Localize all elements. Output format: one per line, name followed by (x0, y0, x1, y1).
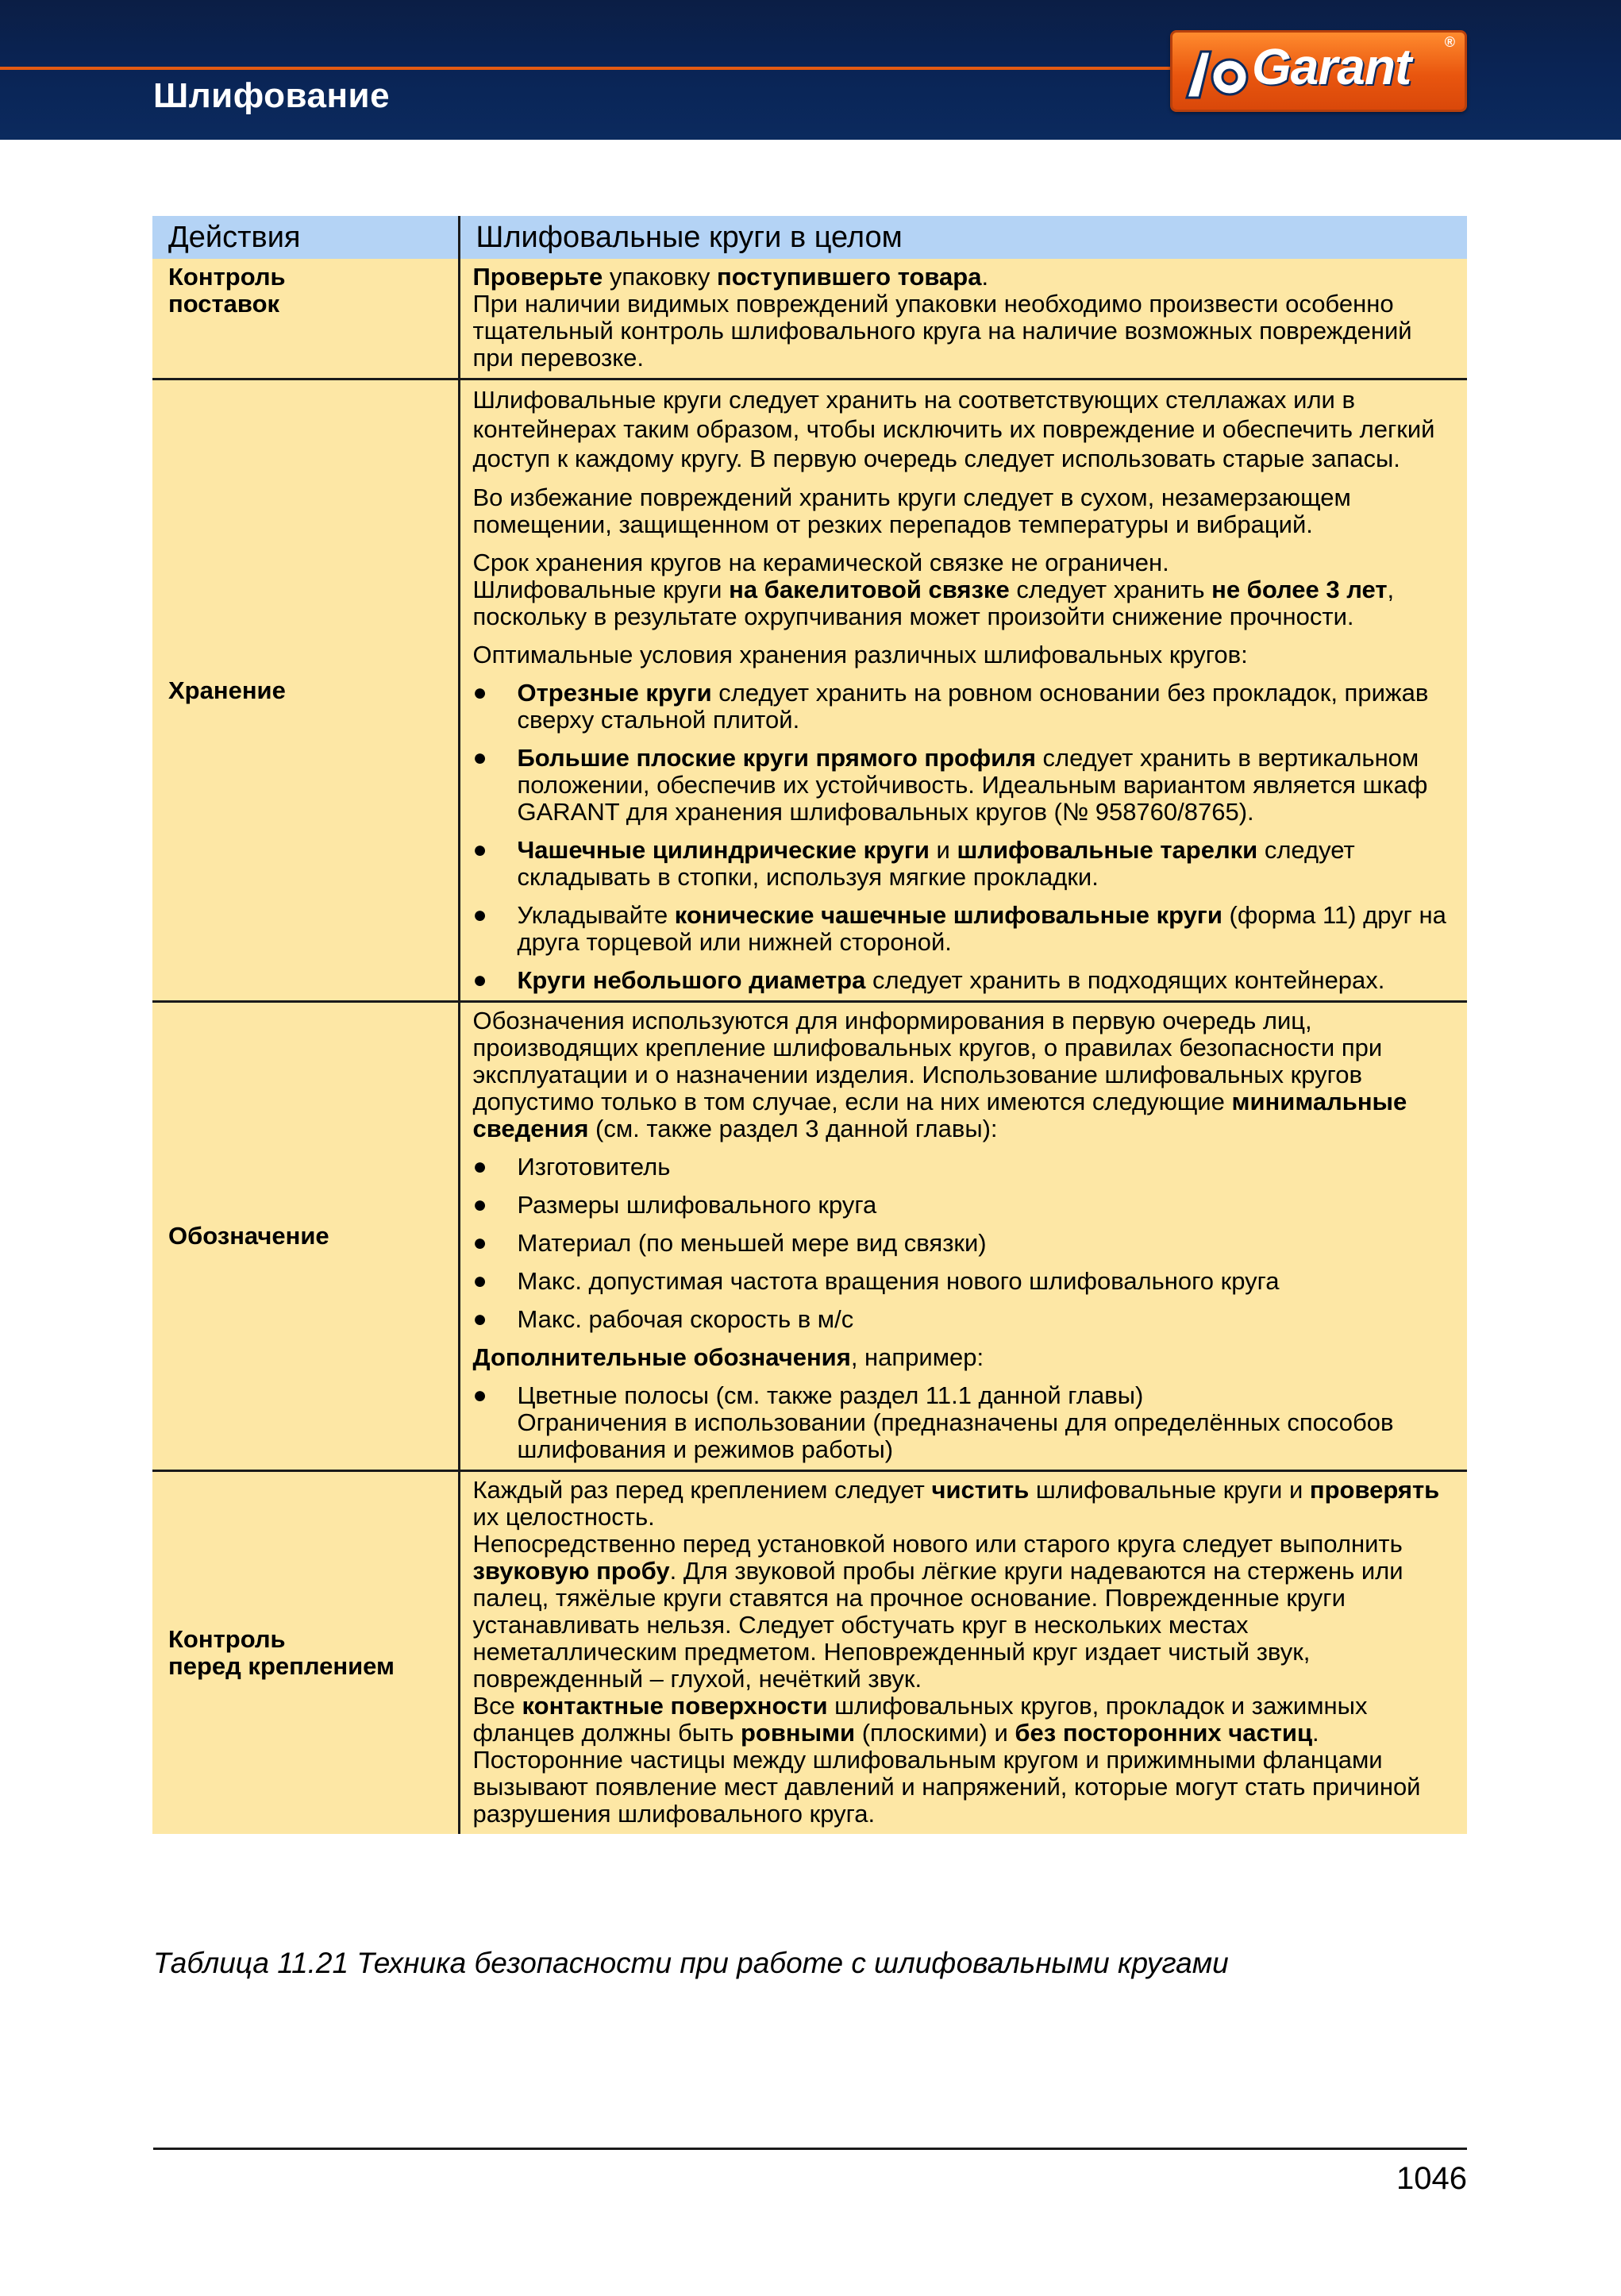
row-action-mount-check: Контроль перед креплением (152, 1471, 459, 1835)
list-item: ● Цветные полосы (см. также раздел 11.1 данной главы) Ограничения в использовании (предназначены для определённых способов шлифования и режимов работы) (472, 1381, 1394, 1463)
list-item: ● Размеры шлифовального круга (472, 1191, 877, 1219)
text-line: Проверьте упаковку поступившего товара. (472, 263, 989, 291)
table-row (152, 259, 1467, 379)
table-header-row (152, 216, 1467, 259)
bullet-icon: ● (472, 837, 487, 863)
bullet-icon: ● (472, 1268, 487, 1294)
list-item: ● Чашечные цилиндрические круги и шлифовальные тарелки следует складывать в стопки, используя мягкие прокладки. (472, 836, 1355, 891)
text-paragraph: Дополнительные обозначения, например: (472, 1343, 984, 1371)
bullet-icon: ● (472, 1230, 487, 1256)
table-row (152, 379, 1467, 1002)
page-number: 1046 (1396, 2161, 1467, 2196)
row-text-delivery-control (459, 259, 1467, 379)
bullet-icon: ● (472, 902, 487, 928)
row-action-marking: Обозначение (152, 1002, 459, 1471)
bullet-icon: ● (472, 967, 487, 993)
text-paragraph: Шлифовальные круги на бакелитовой связке следует хранить не более 3 лет, поскольку в результате охрупчивания может произойти снижение прочности. (472, 576, 1395, 630)
logo-registered-mark: ® (1444, 34, 1455, 50)
text-paragraph: Шлифовальные круги следует хранить на соответствующих стеллажах или в контейнерах таким образом, чтобы исключить их повреждение и обеспечить легкий доступ к каждому кругу. В первую очередь следует использовать старые запасы. (472, 386, 1435, 472)
list-item: ● Отрезные круги следует хранить на ровном основании без прокладок, прижав сверху стальной плитой. (472, 679, 1429, 734)
page-header-band (0, 0, 1621, 140)
grinding-safety-table (152, 216, 1467, 1834)
garant-logo-mark-icon (1184, 45, 1252, 101)
list-item: ● Круги небольшого диаметра следует хранить в подходящих контейнерах. (472, 966, 1385, 994)
list-item: ● Большие плоские круги прямого профиля следует хранить в вертикальном положении, обеспечив их устойчивость. Идеальным вариантом является шкаф GARANT для хранения шлифовальных кругов (№ 958760/8765). (472, 744, 1428, 826)
table-caption: Таблица 11.21 Техника безопасности при работе с шлифовальными кругами (153, 1947, 1229, 1979)
row-action-delivery-control: Контроль поставок (152, 259, 459, 379)
list-item: ● Укладывайте конические чашечные шлифовальные круги (форма 11) друг на друга торцевой или нижней стороной. (472, 901, 1446, 956)
text-paragraph: Срок хранения кругов на керамической связке не ограничен. (472, 549, 1169, 576)
table-row (152, 1002, 1467, 1471)
bullet-icon: ● (472, 745, 487, 771)
logo-wordmark: Garant (1252, 38, 1411, 95)
bullet-icon: ● (472, 1154, 487, 1180)
text-paragraph: Обозначения используются для информирования в первую очередь лиц, производящих крепление шлифовальных кругов, о правилах безопасности при эксплуатации и о назначении изделия. Использование шлифовальных кругов допустимо только в том случае, если на них имеются следующие минимальные сведения (см. также раздел 3 данной главы): (472, 1007, 1407, 1142)
bullet-icon: ● (472, 1306, 487, 1332)
row-text-marking (459, 1002, 1467, 1471)
row-text-storage (459, 379, 1467, 1002)
col-header-wheels: Шлифовальные круги в целом (459, 216, 1467, 259)
text-paragraph: Оптимальные условия хранения различных шлифовальных кругов: (472, 641, 1248, 668)
bullet-icon: ● (472, 1382, 487, 1408)
col-header-actions: Действия (152, 216, 459, 259)
footer-divider (153, 2148, 1467, 2150)
chapter-title: Шлифование (153, 76, 391, 115)
row-text-mount-check (459, 1471, 1467, 1835)
bullet-icon: ● (472, 680, 487, 706)
list-item: ● Макс. рабочая скорость в м/с (472, 1305, 854, 1333)
table-row (152, 1471, 1467, 1835)
list-item: ● Материал (по меньшей мере вид связки) (472, 1229, 987, 1257)
bullet-icon: ● (472, 1192, 487, 1218)
header-accent-line (0, 67, 1191, 70)
row-action-storage: Хранение (152, 379, 459, 1002)
text-paragraph: При наличии видимых повреждений упаковки необходимо произвести особенно тщательный контроль шлифовального круга на наличие возможных повреждений при перевозке. (472, 290, 1412, 372)
list-item: ● Макс. допустимая частота вращения нового шлифовального круга (472, 1267, 1280, 1295)
text-paragraph: Каждый раз перед креплением следует чистить шлифовальные круги и проверять их целостность. (472, 1476, 1440, 1531)
list-item: ● Изготовитель (472, 1153, 671, 1181)
text-paragraph: Непосредственно перед установкой нового или старого круга следует выполнить звуковую пробу. Для звуковой пробы лёгкие круги надеваются на стержень или палец, тяжёлые круги ставятся на прочное основание. Поврежденные круги устанавливать нельзя. Следует обстучать круг в нескольких местах неметаллическим предметом. Неповрежденный круг издает чистый звук, поврежденный – глухой, нечёткий звук. (472, 1530, 1403, 1693)
text-paragraph: Во избежание повреждений хранить круги следует в сухом, незамерзающем помещении, защищенном от резких перепадов температуры и вибраций. (472, 483, 1351, 538)
text-paragraph: Все контактные поверхности шлифовальных кругов, прокладок и зажимных фланцев должны быть ровными (плоскими) и без посторонних частиц. Посторонние частицы между шлифовальным кругом и прижимными фланцами вызывают появление мест давлений и напряжений, которые могут стать причиной разрушения шлифовального круга. (472, 1692, 1421, 1828)
garant-logo (1170, 30, 1467, 112)
